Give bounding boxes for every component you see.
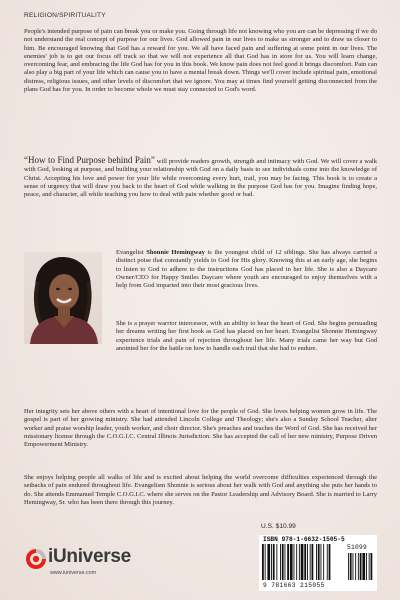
bio-paragraph-4: She enjoys helping people all walks of life and is excited about helping the world overcome difficulties experienced through the setbacks of pain endured throughout life. Evangelism Shonnie is serious about her walk with God and anything she puts her hands to do. She attends Emmanuel Temple C.O.G.I.C. where she serves on the Pastor Leadership and Advisory Board. She is married to Larry Hemingway, Sr. who has been there through this journey. <box>24 474 377 506</box>
isbn-digits: 9 781663 215055 <box>263 582 325 589</box>
blurb-paragraph-2-text: will provide readers growth, strength and intimacy with God. We will cover a walk with God, looking at purpose, and building your relationship with God on a daily basis to see individuals come into the knowledge of Christ. Accepting his love and power for your life while overcoming every hurt, trail, you may be facing. This book is to create a sense of urgency that will draw you back to the heart of God while walking in the purpose God has for you. Imagine finding hope, peace, and character, all while teaching you how to deal with pain whether good or bad. <box>24 158 377 199</box>
bio-intro-text: Evangelist <box>116 249 147 256</box>
author-name: Shonnie Hemingway <box>146 249 205 256</box>
iuniverse-swirl-icon <box>24 547 48 571</box>
publisher-url: www.iuniverse.com <box>50 570 97 576</box>
author-photo <box>24 252 102 344</box>
price-addon-digits: 51099 <box>347 544 368 551</box>
isbn-label: ISBN 978-1-6632-1505-5 <box>263 536 345 543</box>
category-label: RELIGION/SPIRITUALITY <box>24 12 106 19</box>
barcode-bars <box>262 544 374 582</box>
blurb-paragraph-1: People's intended purpose of pain can break you or make you. Going through life not knowing who you are can be depressing if we do not understand the real concept of purpose for our lives. God allowed pain in our lives to make us stronger and to draw us closer to him. Be encouraged knowing that God has a reward for you. We all have faced pain and suffering at some point in our lives. The enemies' job is to get our focus off track so that we will not experience all that God has in store for us. You will learn change, overcoming fear, and embracing the life God has for you in this book. We know pain does not feel good it brings discomfort. Pain can also play a big part of your life which can cause you to have a mental break down. Things we'll cover include spiritual pain, emotional distress, religious issues, and other levels of discomfort that we ignore. You may at times find yourself getting disconnected from the plans God has for you. In order to become whole we must stay connected to God's word. <box>24 28 377 94</box>
bio-paragraph-2: She is a prayer warrior intercessor, with an ability to hear the heart of God. She begins persuading her dreams writing her first book as God has placed on her heart. Evangelist Shonnie Hemingway experience trials and pain of rejection throughout her life. Many trials came her way but God anointed her for the battle on how to handle each trail that she had to endure. <box>116 320 377 352</box>
price-label: U.S. $10.99 <box>261 523 296 530</box>
bio-paragraph-3: Her integrity sets her above others with a heart of intentional love for the people of God. She loves helping women grow in life. The gospel is part of her growing ministry. She had attended Lincoln College and Theology; she's also a Sunday School Teacher, alter worker and praise worship leader, youth worker, and choir director. She's preaches and teaches the Word of God. She has received her missionary license through the C.O.G.I.C. Central Illinois Jurisdiction. She has accepted the call of her new ministry, Purpose Driven Empowerment Ministry. <box>24 408 377 449</box>
bio-paragraph-1 <box>116 249 377 290</box>
barcode <box>259 535 377 591</box>
publisher-logo <box>24 545 131 585</box>
blurb-paragraph-2 <box>24 156 377 199</box>
book-title-quote: “How to Find Purpose behind Pain” <box>24 155 155 165</box>
bio-paragraph-1-text: is the youngest child of 12 siblings. She has always carried a distinct poise that constantly yields to God for His glory. Knowing this at an early age, she begins to listen to God to adhere to the instructions God has placed in her life. She is also a Daycare Owner/CEO for Happy Smiles Daycare where youth are encouraged to enjoy themselves with a help from God imparted into their most gracious lives. <box>116 249 377 290</box>
publisher-name: iUniverse <box>48 546 131 567</box>
